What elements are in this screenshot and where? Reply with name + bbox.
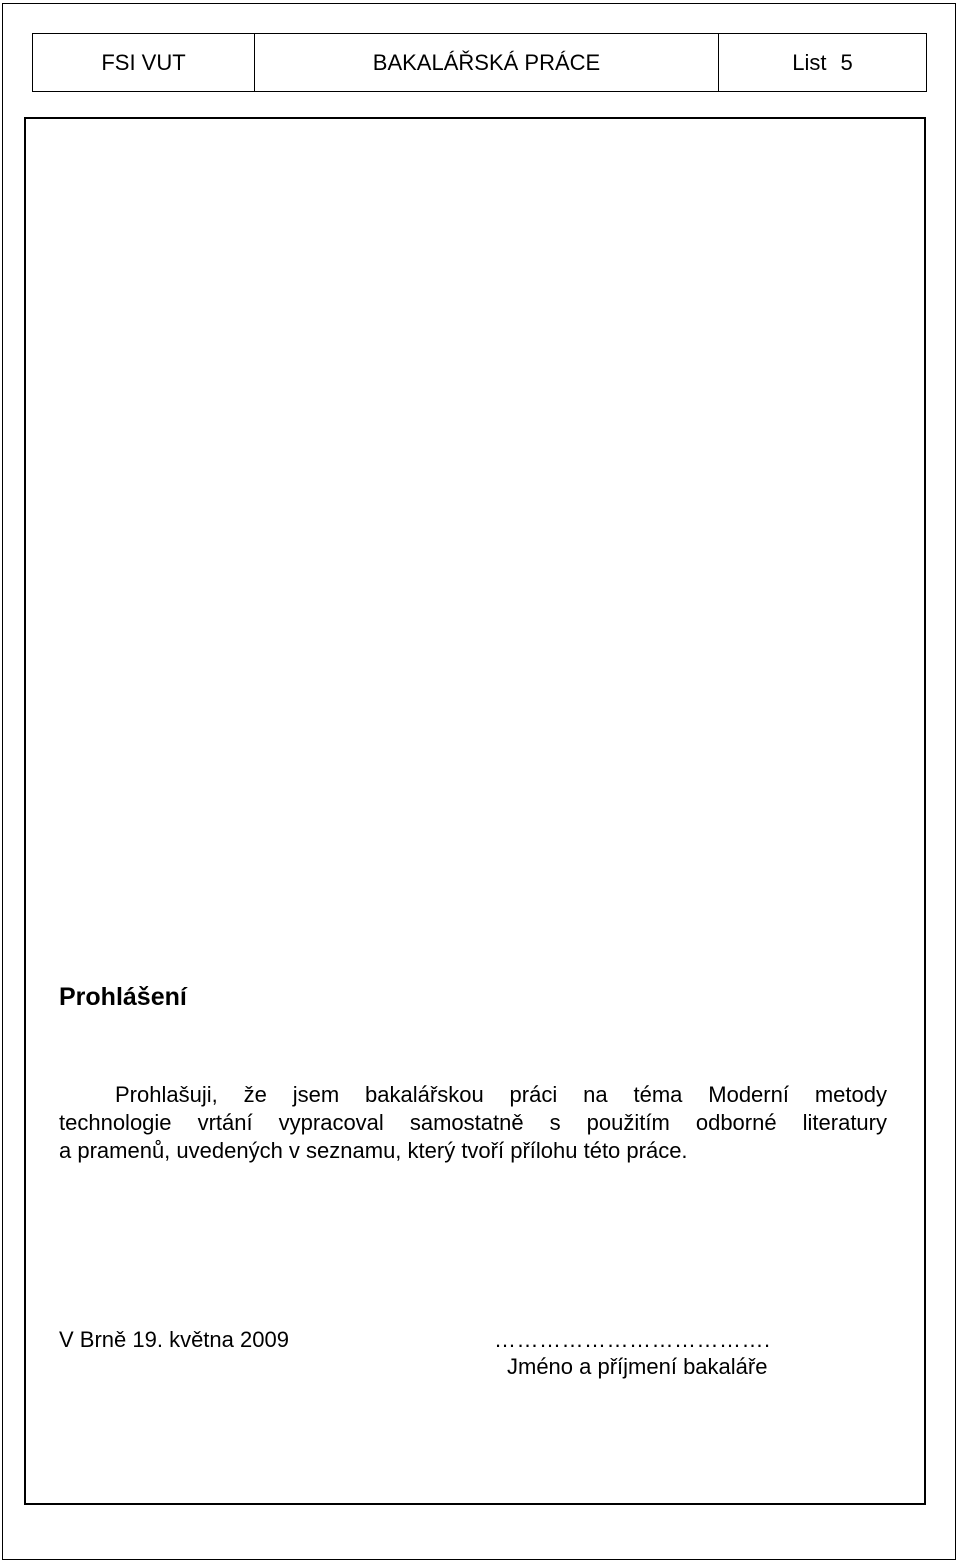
signature-line: ………………………………. [494,1327,771,1352]
header-school-text: FSI VUT [101,49,186,75]
declaration-text [59,1081,887,1165]
declaration-line: a pramenů, uvedených v seznamu, který tvoří přílohu této práce. [59,1138,688,1163]
signature-label: Jméno a příjmení bakaláře [507,1354,768,1379]
sheet-number: 5 [840,49,853,75]
header-school [33,34,255,91]
page-header [32,33,927,92]
header-title [255,34,719,91]
place-date: V Brně 19. května 2009 [59,1327,289,1352]
header-title-text: BAKALÁŘSKÁ PRÁCE [372,49,601,75]
declaration-line: Prohlašuji, že jsem bakalářskou práci na téma Moderní metody [115,1082,887,1107]
declaration-line: technologie vrtání vypracoval samostatně s použitím odborné literatury [59,1110,887,1135]
sheet-label: List [792,49,827,75]
header-sheet [719,34,926,91]
declaration-heading: Prohlášení [59,983,187,1011]
signature-block [494,1327,771,1380]
content-frame [24,117,926,1505]
